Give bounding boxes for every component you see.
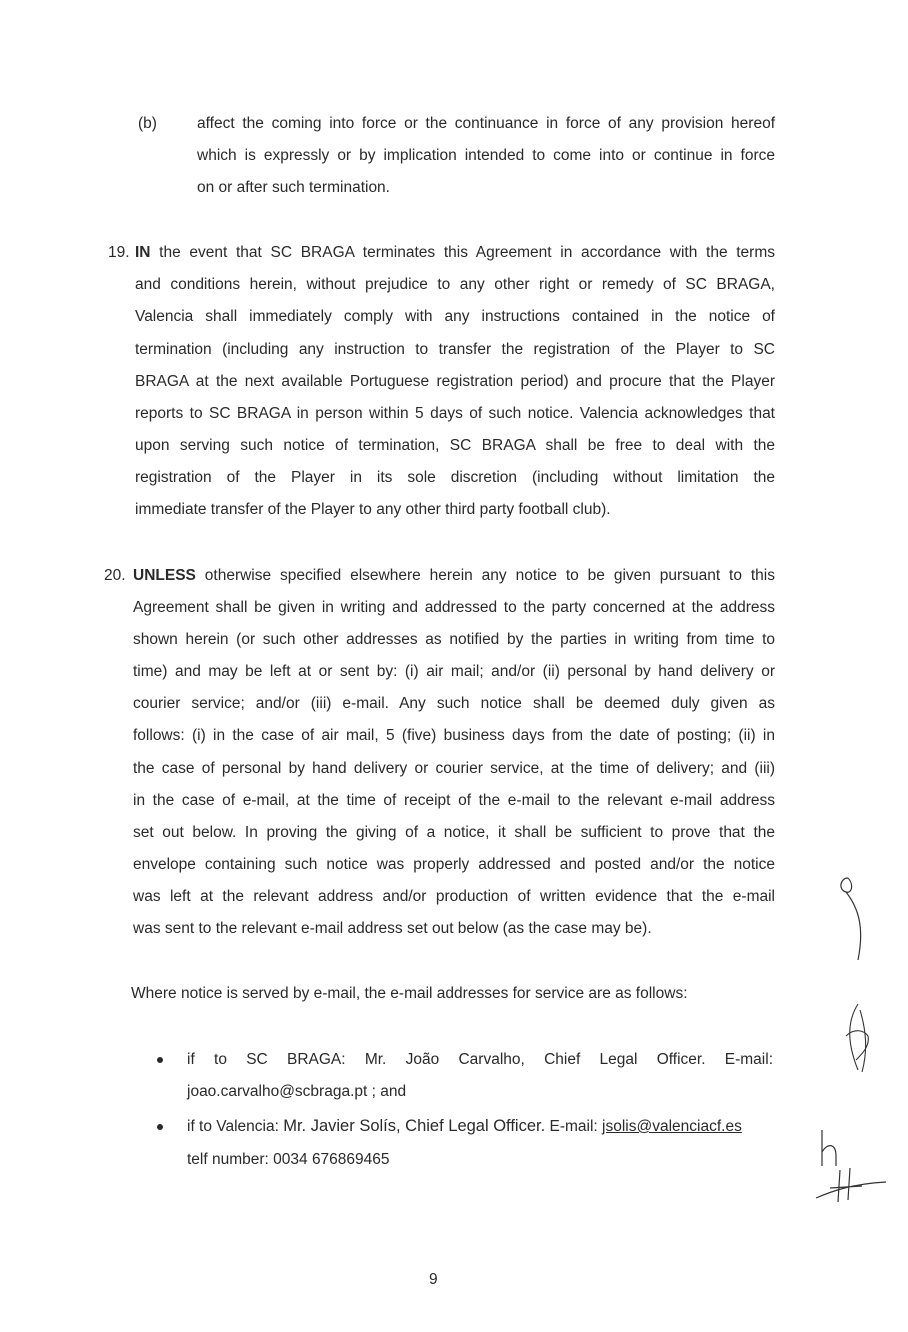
service-intro: Where notice is served by e-mail, the e-mail addresses for service are as follows: — [131, 985, 688, 1002]
clause-19-line: reports to SC BRAGA in person within 5 days of such notice. Valencia acknowledges that — [135, 405, 775, 422]
bullet-marker — [157, 1124, 163, 1130]
clause-b-label: (b) — [138, 115, 157, 132]
clause-20-number: 20. — [104, 567, 126, 584]
clause-19-line: and conditions herein, without prejudice to any other right or remedy of SC BRAGA, — [135, 276, 775, 293]
valencia-email-label: E-mail: — [545, 1118, 603, 1135]
clause-19-first-rest: the event that SC BRAGA terminates this Agreement in accordance with the terms — [150, 244, 775, 261]
valencia-email-link[interactable]: jsolis@valenciacf.es — [602, 1118, 742, 1135]
braga-contact-line: if to SC BRAGA: Mr. João Carvalho, Chief Legal Officer. E-mail: — [187, 1051, 773, 1068]
clause-20-first-line — [133, 566, 775, 586]
clause-19-lead: IN — [135, 244, 151, 261]
valencia-contact-name: Mr. Javier Solís, Chief Legal Officer. — [283, 1117, 546, 1135]
braga-contact-line: joao.carvalho@scbraga.pt ; and — [187, 1083, 407, 1100]
valencia-contact-line — [187, 1116, 742, 1137]
page-number: 9 — [429, 1271, 438, 1288]
clause-19-line: upon serving such notice of termination, SC BRAGA shall be free to deal with the — [135, 437, 775, 454]
clause-20-line: courier service; and/or (iii) e-mail. Any such notice shall be deemed duly given as — [133, 695, 775, 712]
clause-19-line: termination (including any instruction to transfer the registration of the Player to SC — [135, 341, 775, 358]
clause-b-line: affect the coming into force or the continuance in force of any provision hereof — [197, 115, 775, 132]
clause-19-line: BRAGA at the next available Portuguese registration period) and procure that the Player — [135, 373, 775, 390]
clause-20-line: set out below. In proving the giving of a notice, it shall be sufficient to prove that the — [133, 824, 775, 841]
bullet-marker — [157, 1057, 163, 1063]
clause-20-line: was left at the relevant address and/or production of written evidence that the e-mail — [133, 888, 775, 905]
valencia-prefix: if to Valencia: — [187, 1118, 284, 1135]
handwritten-initial-signature — [838, 1000, 878, 1080]
clause-b-line: which is expressly or by implication intended to come into or continue in force — [197, 147, 775, 164]
clause-20-line: the case of personal by hand delivery or courier service, at the time of delivery; and (iii) — [133, 760, 775, 777]
clause-b-line: on or after such termination. — [197, 179, 390, 196]
clause-20-line: was sent to the relevant e-mail address set out below (as the case may be). — [133, 920, 652, 937]
clause-20-first-rest: otherwise specified elsewhere herein any notice to be given pursuant to this — [195, 567, 775, 584]
clause-20-line: follows: (i) in the case of air mail, 5 (five) business days from the date of posting; (ii) in — [133, 727, 775, 744]
valencia-phone: telf number: 0034 676869465 — [187, 1151, 390, 1168]
handwritten-initial-signature — [830, 870, 880, 970]
clause-19-first-line — [135, 243, 775, 263]
clause-19-line: immediate transfer of the Player to any other third party football club). — [135, 501, 611, 518]
clause-20-line: in the case of e-mail, at the time of receipt of the e-mail to the relevant e-mail address — [133, 792, 775, 809]
clause-19-line: Valencia shall immediately comply with any instructions contained in the notice of — [135, 308, 775, 325]
clause-19-number: 19. — [108, 244, 130, 261]
clause-20-line: time) and may be left at or sent by: (i) air mail; and/or (ii) personal by hand delivery or — [133, 663, 775, 680]
clause-20-lead: UNLESS — [133, 567, 196, 584]
clause-20-line: envelope containing such notice was properly addressed and posted and/or the notice — [133, 856, 775, 873]
clause-20-line: shown herein (or such other addresses as notified by the parties in writing from time to — [133, 631, 775, 648]
clause-20-line: Agreement shall be given in writing and addressed to the party concerned at the address — [133, 599, 775, 616]
handwritten-initial-signature — [810, 1122, 890, 1212]
clause-19-line: registration of the Player in its sole discretion (including without limitation the — [135, 469, 775, 486]
